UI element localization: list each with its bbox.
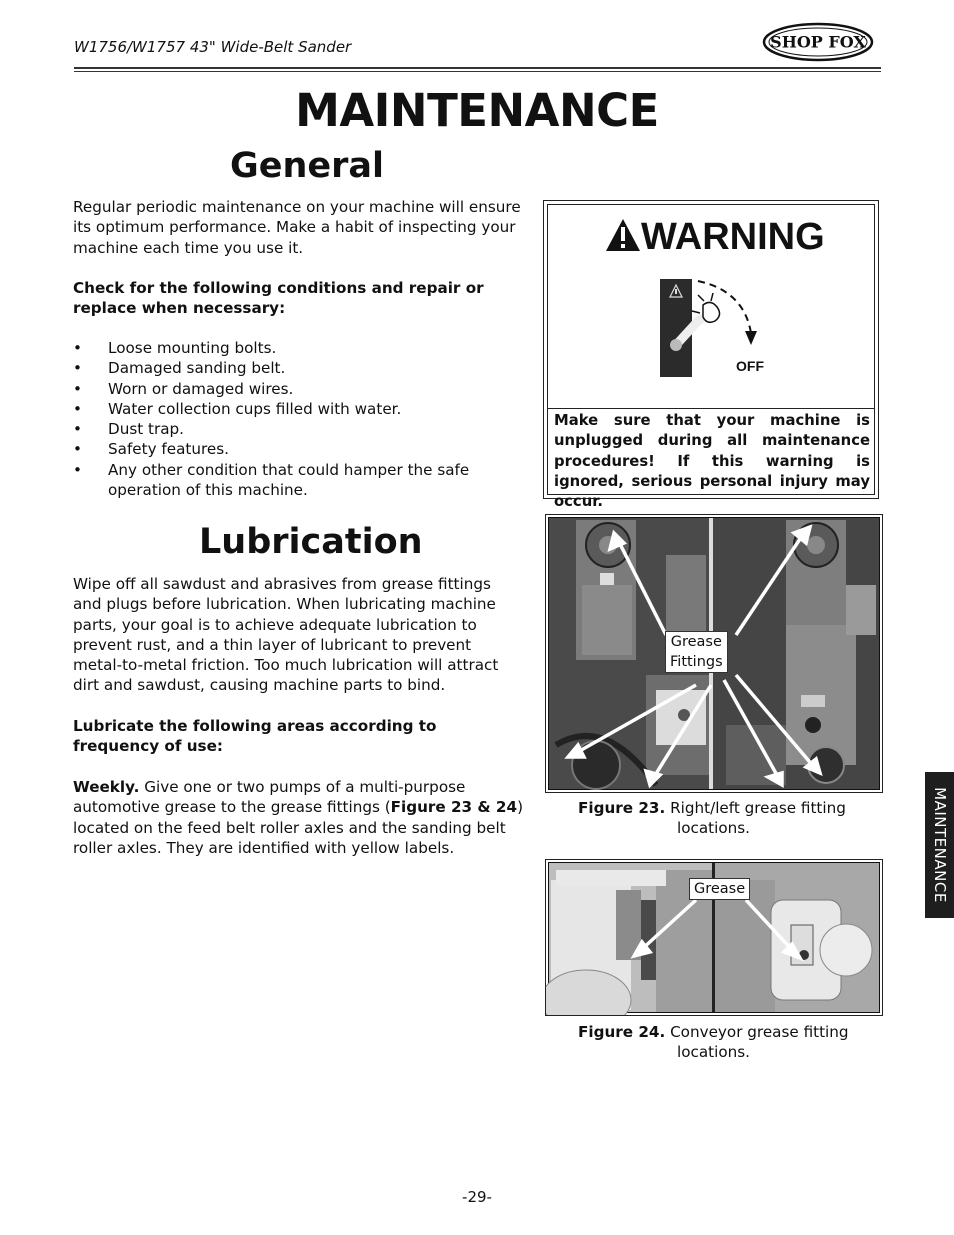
figure-23-caption-line2: locations. bbox=[677, 819, 751, 837]
caption-text: Conveyor grease fitting bbox=[665, 1023, 849, 1041]
warning-triangle-icon bbox=[606, 219, 640, 251]
lubrication-intro: Wipe off all sawdust and abrasives from grease fittings and plugs before lubrication. When lubricating machine parts, your goal is to achieve adequate lubrication to prevent rust, and a thin layer of lubricant to prevent metal-to-metal friction. Too much lubrication will attract dirt and sawdust, causing machine parts to bind. bbox=[73, 575, 499, 695]
document-header-title: W1756/W1757 43" Wide-Belt Sander bbox=[74, 38, 352, 56]
general-heading: General bbox=[230, 146, 384, 186]
side-tab-label: MAINTENANCE bbox=[930, 787, 949, 903]
figure-24-caption-line2: locations. bbox=[677, 1043, 751, 1061]
figure-23-caption bbox=[578, 798, 878, 818]
page-number: -29- bbox=[462, 1188, 492, 1206]
figure-23-photo bbox=[545, 514, 883, 793]
warning-box bbox=[543, 200, 879, 511]
grease-label: Grease bbox=[689, 878, 750, 900]
list-item: • Damaged sanding belt. bbox=[73, 358, 518, 378]
off-label: OFF bbox=[736, 358, 764, 374]
condition-list bbox=[73, 338, 518, 500]
list-item: • Safety features. bbox=[73, 439, 518, 459]
list-item: • Any other condition that could hamper the safe operation of this machine. bbox=[73, 460, 518, 501]
header-rule bbox=[74, 67, 881, 69]
warning-divider bbox=[548, 408, 874, 409]
logo-text: SHOP FOX bbox=[770, 32, 866, 52]
list-item: • Water collection cups filled with water. bbox=[73, 399, 518, 419]
header-rule-thin bbox=[74, 71, 881, 72]
figure-24-photo bbox=[545, 859, 883, 1016]
section-side-tab bbox=[925, 772, 954, 918]
list-item: • Loose mounting bolts. bbox=[73, 338, 518, 358]
caption-text: Right/left grease fitting bbox=[665, 799, 846, 817]
lubrication-heading: Lubrication bbox=[199, 522, 423, 562]
list-item: • Dust trap. bbox=[73, 419, 518, 439]
figure-reference: Figure 23 & 24 bbox=[390, 798, 518, 817]
weekly-text-2: ) located on the feed belt roller axles and the sanding belt roller axles. They are identified with yellow labels. bbox=[73, 798, 523, 857]
warning-graphic bbox=[548, 205, 876, 405]
caption-label: Figure 23. bbox=[578, 799, 666, 817]
warning-title: WARNING bbox=[641, 216, 825, 258]
list-item: • Worn or damaged wires. bbox=[73, 379, 518, 399]
label-line: Fittings bbox=[670, 654, 723, 670]
label-line: Grease bbox=[670, 634, 722, 650]
general-intro: Regular periodic maintenance on your machine will ensure its optimum performance. Make a habit of inspecting your machine each time you use it. bbox=[73, 198, 521, 257]
weekly-label: Weekly. bbox=[73, 778, 140, 796]
weekly-paragraph bbox=[73, 777, 525, 858]
warning-text: Make sure that your machine is unplugged during all maintenance procedures! If this warning is ignored, serious personal injury may occur. bbox=[554, 412, 870, 511]
caption-label: Figure 24. bbox=[578, 1023, 666, 1041]
weekly-text-1: Give one or two pumps of a multi-purpose automotive grease to the grease fittings ( bbox=[73, 778, 466, 817]
figure-24-caption bbox=[578, 1022, 878, 1042]
shop-fox-logo bbox=[762, 22, 874, 62]
grease-fittings-label bbox=[665, 631, 728, 673]
areas-heading: Lubricate the following areas according to frequency of use: bbox=[73, 717, 437, 756]
page-title: MAINTENANCE bbox=[295, 84, 659, 137]
check-heading: Check for the following conditions and repair or replace when necessary: bbox=[73, 279, 484, 318]
